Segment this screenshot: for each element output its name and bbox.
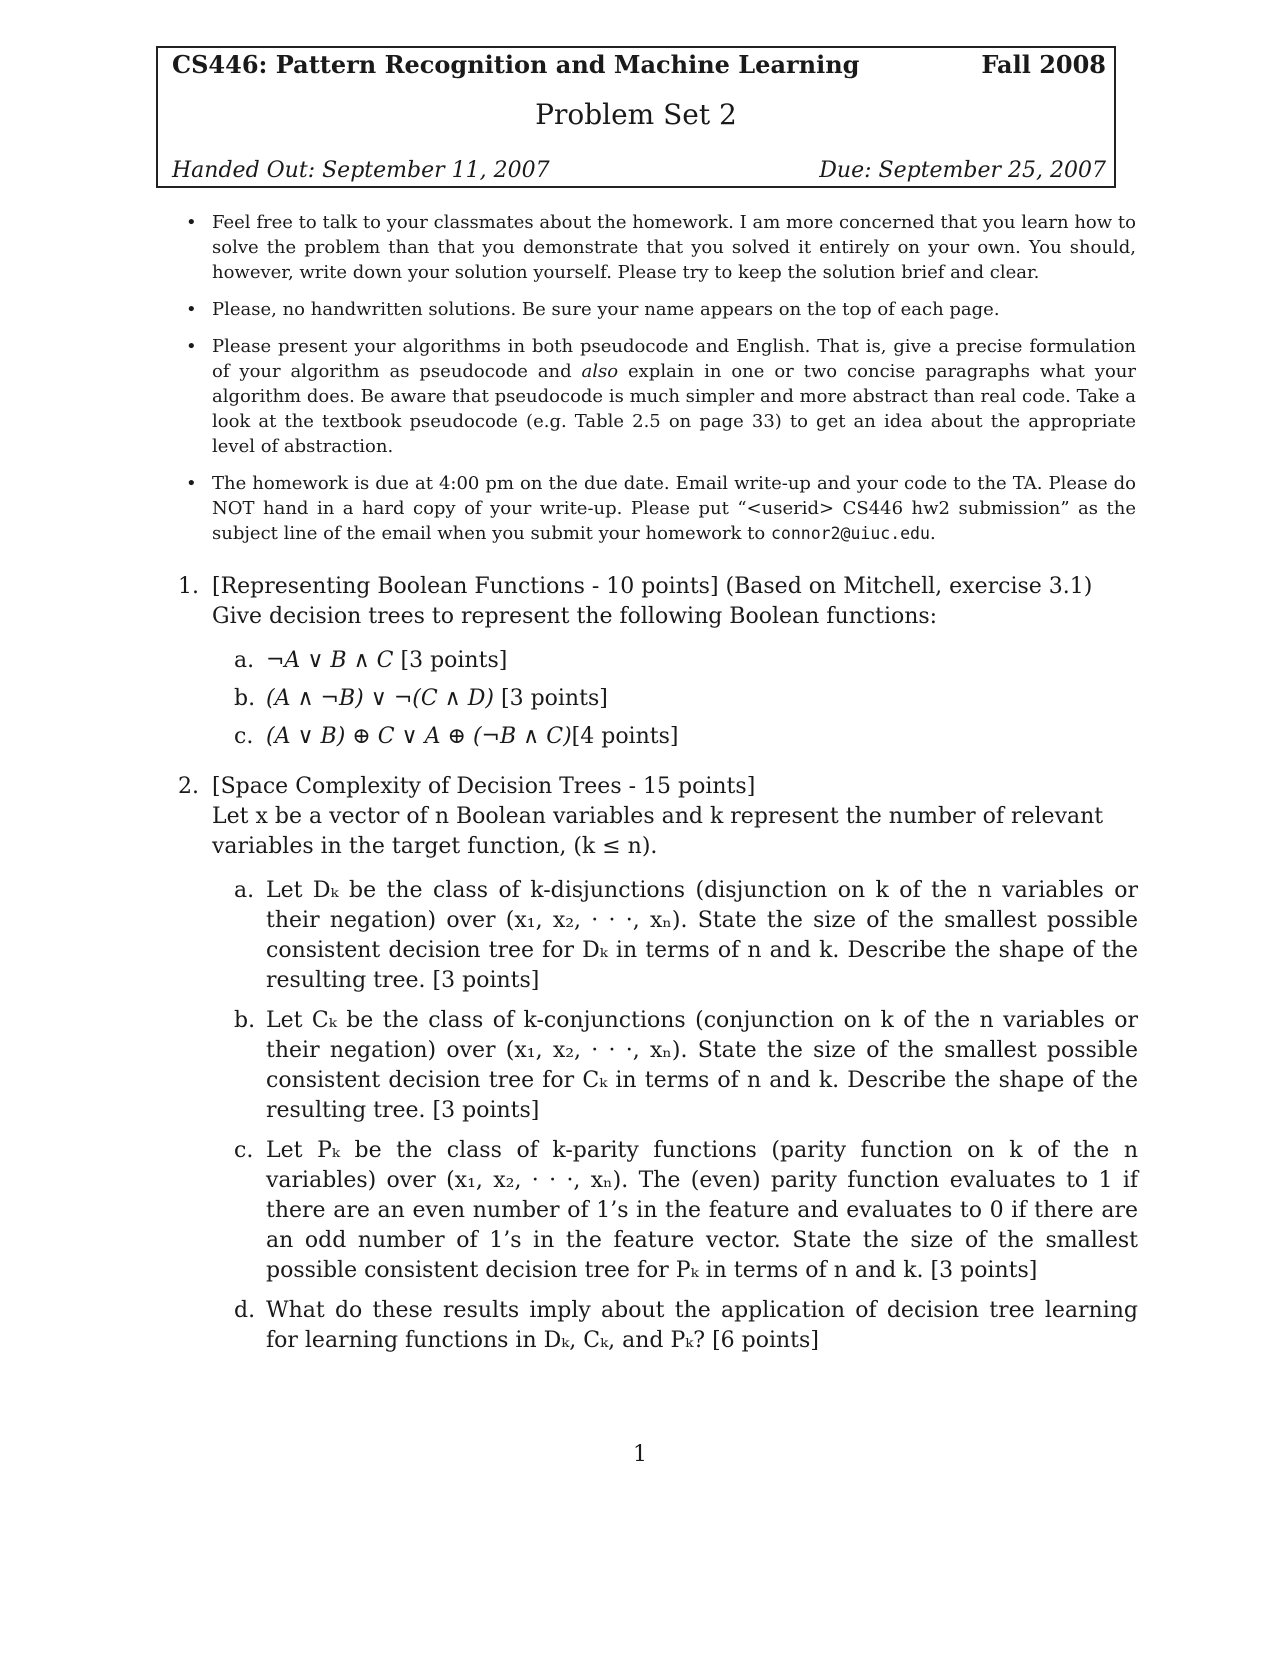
instruction-text: Please, no handwritten solutions. Be sure your name appears on the top of each page. xyxy=(212,299,1000,320)
problem-intro: Let x be a vector of n Boolean variables and k represent the number of relevant variables in the target function, (k ≤ n). xyxy=(212,804,1104,859)
instructions-list xyxy=(186,210,1136,558)
boolean-formula: (A ∨ B) ⊕ C ∨ A ⊕ (¬B ∧ C) xyxy=(266,724,572,749)
term-label: Fall 2008 xyxy=(981,50,1106,79)
instruction-item xyxy=(186,297,1136,322)
due-date: Due: September 25, 2007 xyxy=(819,158,1106,183)
instruction-item xyxy=(186,471,1136,546)
boolean-formula: ¬A ∨ B ∧ C xyxy=(266,648,394,673)
part-points: [3 points] xyxy=(393,648,508,673)
course-title: CS446: Pattern Recognition and Machine Learning xyxy=(172,50,860,79)
problem-part xyxy=(234,1296,1138,1356)
part-label: a. xyxy=(234,878,255,903)
problem-part xyxy=(234,684,1138,714)
instruction-text: . xyxy=(929,523,936,544)
emphasis-text: also xyxy=(581,361,619,382)
part-text: What do these results imply about the application of decision tree learning for learning functions in Dₖ, Cₖ, and Pₖ? [6 points] xyxy=(266,1298,1138,1353)
instruction-text: Feel free to talk to your classmates about the homework. I am more concerned that you learn how to solve the problem than that you demonstrate that you solved it entirely on your own. You should, however, write down your solution yourself. Please try to keep the solution brief and clear. xyxy=(212,212,1136,283)
problem-part xyxy=(234,1006,1138,1126)
bullet-icon: • xyxy=(186,212,197,233)
problem-heading: [Space Complexity of Decision Trees - 15 points] xyxy=(212,774,756,799)
instruction-text: explain in one or two concise paragraphs what your algorithm does. Be aware that pseudocode is much simpler and more abstract than real code. Take a look at the textbook pseudocode (e.g. Table 2.5 on page 33) to get an idea about the appropriate level of abstraction. xyxy=(212,361,1136,457)
instruction-text: The homework is due at 4:00 pm on the due date. Email write-up and your code to the TA. Please do NOT hand in a hard copy of your write-up. Please put “<userid> CS446 hw2 submission” as the subject line of the email when you submit your homework to xyxy=(212,473,1136,544)
bullet-icon: • xyxy=(186,473,197,494)
instruction-text: Please present your algorithms in both pseudocode and English. That is, give a precise formulation of your algorithm as pseudocode and xyxy=(212,336,1136,382)
instruction-item xyxy=(186,334,1136,459)
handed-out-date: Handed Out: September 11, 2007 xyxy=(172,158,550,183)
problem-1 xyxy=(178,572,1138,752)
problem-intro: Give decision trees to represent the following Boolean functions: xyxy=(212,604,938,629)
instruction-item xyxy=(186,210,1136,285)
problem-number: 2. xyxy=(178,774,199,799)
part-text: Let Dₖ be the class of k-disjunctions (disjunction on k of the n variables or their negation) over (x₁, x₂, · · ·, xₙ). State the size of the smallest possible consistent decision tree for Dₖ in terms of n and k. Describe the shape of the resulting tree. [3 points] xyxy=(266,878,1138,993)
problem-part xyxy=(234,646,1138,676)
part-text: Let Cₖ be the class of k-conjunctions (conjunction on k of the n variables or their negation) over (x₁, x₂, · · ·, xₙ). State the size of the smallest possible consistent decision tree for Cₖ in terms of n and k. Describe the shape of the resulting tree. [3 points] xyxy=(266,1008,1138,1123)
problem-part xyxy=(234,876,1138,996)
part-label: c. xyxy=(234,724,254,749)
page-number: 1 xyxy=(633,1442,647,1467)
part-label: c. xyxy=(234,1138,254,1163)
part-label: b. xyxy=(234,686,256,711)
boolean-formula: (A ∧ ¬B) ∨ ¬(C ∧ D) xyxy=(266,686,494,711)
part-points: [3 points] xyxy=(494,686,608,711)
part-label: a. xyxy=(234,648,255,673)
part-label: b. xyxy=(234,1008,256,1033)
part-text: Let Pₖ be the class of k-parity functions (parity function on k of the n variables) over (x₁, x₂, · · ·, xₙ). The (even) parity function evaluates to 1 if there are an even number of 1’s in the feature and evaluates to 0 if there are an odd number of 1’s in the feature vector. State the size of the smallest possible consistent decision tree for Pₖ in terms of n and k. [3 points] xyxy=(266,1138,1138,1283)
problem-2 xyxy=(178,772,1138,1356)
problem-parts xyxy=(212,646,1138,752)
part-label: d. xyxy=(234,1298,256,1323)
header-box xyxy=(156,46,1116,188)
bullet-icon: • xyxy=(186,299,197,320)
problem-part xyxy=(234,722,1138,752)
problem-parts xyxy=(212,876,1138,1356)
part-points: [4 points] xyxy=(571,724,679,749)
problem-number: 1. xyxy=(178,574,199,599)
bullet-icon: • xyxy=(186,336,197,357)
page-title: Problem Set 2 xyxy=(535,98,737,131)
problem-heading: [Representing Boolean Functions - 10 points] (Based on Mitchell, exercise 3.1) xyxy=(212,574,1093,599)
problem-part xyxy=(234,1136,1138,1286)
ta-email: connor2@uiuc.edu xyxy=(770,524,930,543)
problems-list xyxy=(178,572,1138,1376)
